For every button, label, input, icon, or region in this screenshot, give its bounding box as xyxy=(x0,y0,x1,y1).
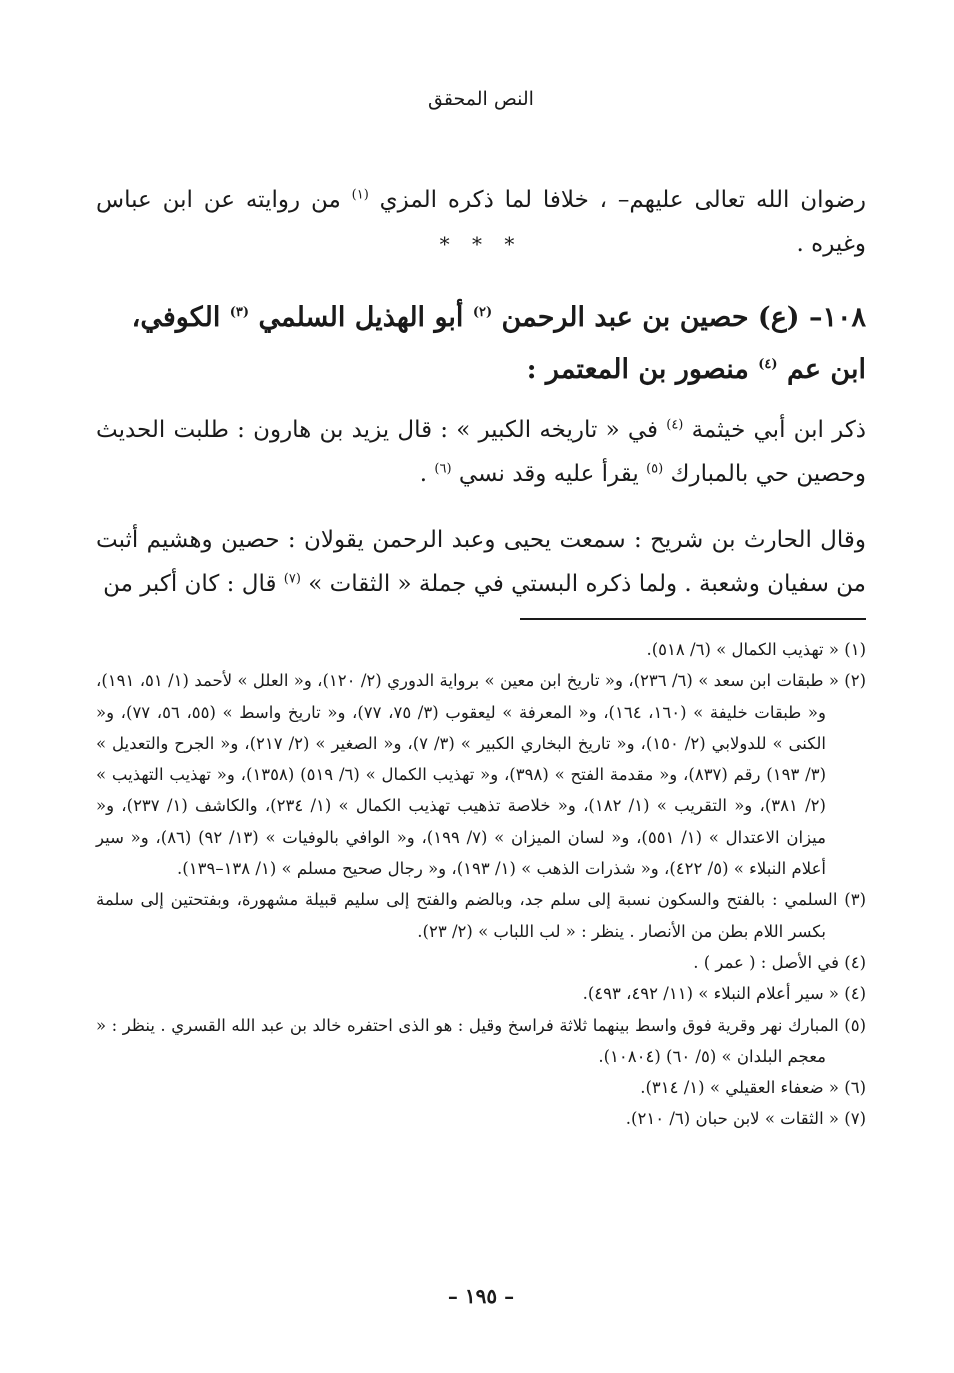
footnote: (٧) « الثقات » لابن حبان (٦/ ٢١٠). xyxy=(625,1109,866,1129)
footnote-ref: (٢) xyxy=(472,305,493,320)
paragraph-text: من روايته عن ابن عباس وغيره . xyxy=(96,187,866,257)
footnote: (٤) في الأصل : ( عمر ) . xyxy=(693,952,866,972)
footnotes xyxy=(96,634,866,1135)
footnote: (٣) السلمي : بالفتح والسكون نسبة إلى سلم جد، وبالضم والفتح إلى سليم قبيلة مشهورة، وبفتحتين إلى سلمة بكسر اللام بطن من الأنصار . ينظر : « لب اللباب » (٢/ ٢٣). xyxy=(96,890,866,941)
footnote-ref: (٤) xyxy=(666,417,684,433)
entry-heading-text: أبو الهذيل السلمي xyxy=(258,302,464,333)
paragraph-text: ذكر ابن أبي خيثمة xyxy=(691,417,867,443)
footnote: (٥) المبارك نهر وقرية فوق واسط بينهما ثلاثة فراسخ وقيل : هو الذى احتفره خالد بن عبد الله القسري . ينظر : « معجم البلدان » (٥/ ٦٠) (١٠٨٠٤). xyxy=(96,1015,866,1066)
running-head: النص المحقق xyxy=(428,88,534,110)
footnote-ref: (٥) xyxy=(646,461,664,477)
paragraph-text: وقال الحارث بن شريح : سمعت يحيى وعبد الرحمن يقولان : حصين وهشيم أثبت من سفيان وشعبة . ولما ذكره البستي في جملة « الثقات » xyxy=(96,527,866,597)
paragraph-text: يقرأ عليه وقد نسي xyxy=(458,461,639,487)
book-page xyxy=(96,0,866,1373)
footnote-ref: (٣) xyxy=(229,305,250,320)
footnote-ref: (٧) xyxy=(283,571,301,587)
footnote: (٢) « طبقات ابن سعد » (٦/ ٢٣٦)، و« تاريخ ابن معين » برواية الدوري (٢/ ١٢٠)، و« العلل » لأحمد (١/ ٥١، ١٩١)، و« طبقات خليفة » (١٦٠، ١٦٤)، و« المعرفة » ليعقوب (٣/ ٧٥، ٧٧)، و« تاريخ واسط » (٥٥، ٥٦، ٧٧)، و« الكنى » للدولابي (٢/ ١٥٠)، و« تاريخ البخاري الكبير » (٣/ ٧)، و« الصغير » (٢/ ٢١٧)، و« الجرح والتعديل » (٣/ ١٩٣) رقم (٨٣٧)، و« مقدمة الفتح » (٣٩٨)، و« تهذيب الكمال » (٦/ ٥١٩) (١٣٥٨)، و« تهذيب التهذيب » (٢/ ٣٨١)، و« التقريب » (١/ ١٨٢)، و« خلاصة تذهيب تهذيب الكمال » (١/ ٢٣٤)، والكاشف (١/ ٢٣٧)، و« ميزان الاعتدال » (١/ ٥٥١)، و« لسان الميزان » (٧/ ١٩٩)، و« الوافي بالوفيات » (١٣/ ٩٢) (٨٦)، و« سير أعلام النبلاء » (٥/ ٤٢٢)، و« شذرات الذهب » (١/ ١٩٣)، و« رجال صحيح مسلم » (١/ ١٣٨–١٣٩). xyxy=(96,671,867,879)
body-paragraph xyxy=(96,518,866,606)
footnote-ref: (٦) xyxy=(434,461,452,477)
footnote-ref: (٤) xyxy=(758,357,778,372)
paragraph-text: قال : كان أكبر من xyxy=(103,571,277,597)
footnote-ref: (١) xyxy=(351,187,369,203)
page-number: – ١٩٥ – xyxy=(447,1284,515,1308)
body-paragraph xyxy=(96,408,866,496)
entry-heading xyxy=(96,292,866,396)
paragraph-text: في « تاريخه الكبير » : قال يزيد بن هارون : طلبت الحديث وحصين حي بالمبارك xyxy=(96,417,866,487)
footnote: (١) « تهذيب الكمال » (٦/ ٥١٨). xyxy=(646,640,866,659)
footnote: (٦) « ضعفاء العقيلي » (١/ ٣١٤). xyxy=(640,1078,866,1098)
footnote: (٤) « سير أعلام النبلاء » (١١/ ٤٩٢، ٤٩٣). xyxy=(582,984,866,1004)
section-divider-stars: * * * xyxy=(439,232,523,256)
paragraph-text: . xyxy=(419,461,428,487)
footnote-separator xyxy=(520,618,866,620)
entry-heading-text: الكوفي، ابن عم xyxy=(131,302,866,385)
paragraph-text: رضوان الله تعالى عليهم– ، خلافا لما ذكره المزي xyxy=(379,187,866,213)
entry-heading-text: ١٠٨– (ع) حصين بن عبد الرحمن xyxy=(501,302,866,333)
entry-heading-text: منصور بن المعتمر : xyxy=(526,354,749,385)
